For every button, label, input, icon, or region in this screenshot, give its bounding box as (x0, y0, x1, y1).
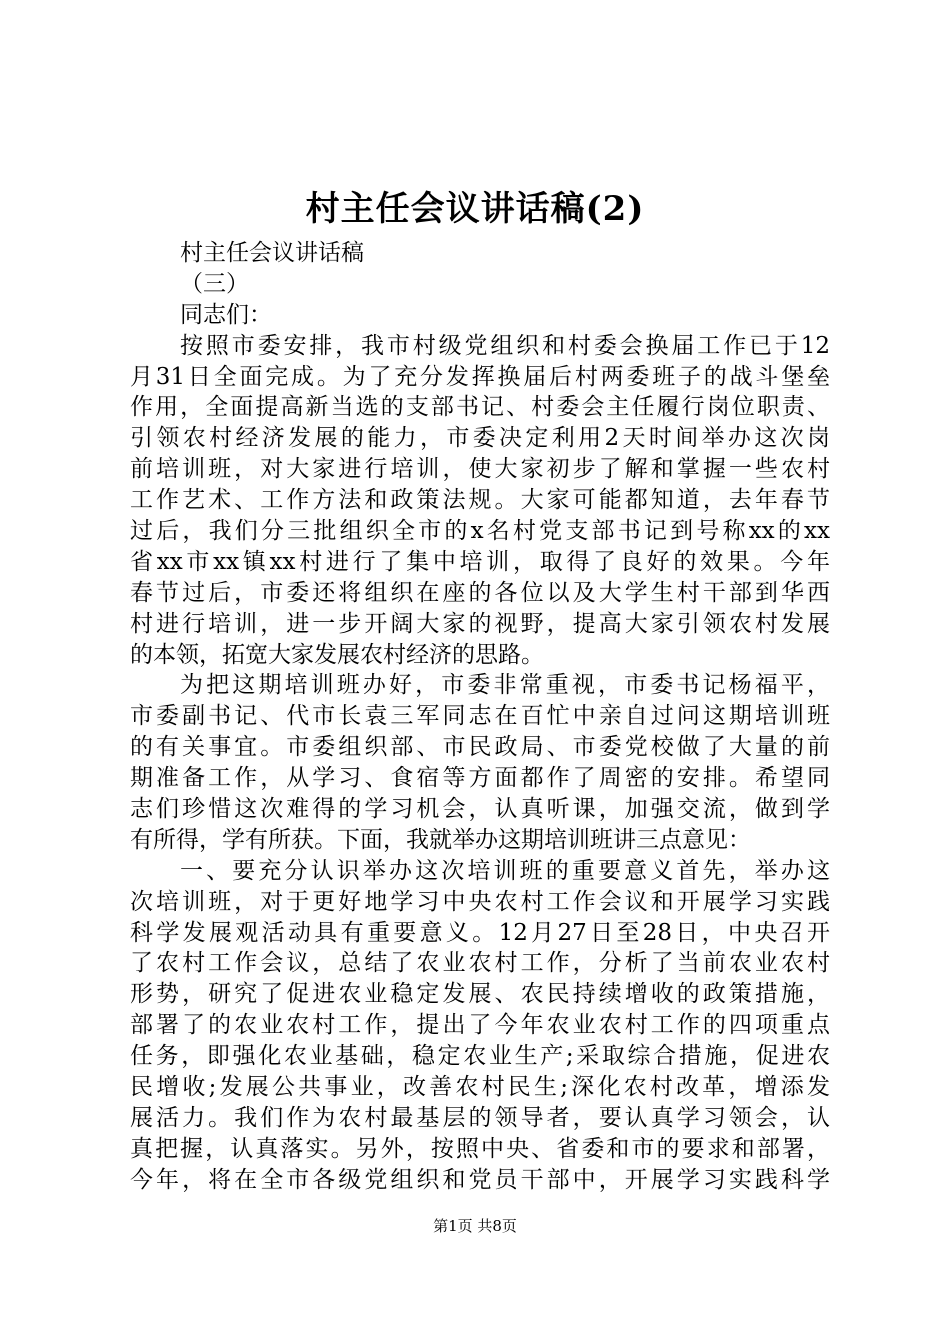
paragraph-line: 今年，将在全市各级党组织和党员干部中，开展学习实践科学 (130, 1166, 830, 1193)
paragraph-line: 任务，即强化农业基础，稳定农业生产;采取综合措施，促进农 (130, 1043, 830, 1070)
page-footer: 第1页 共8页 (433, 1217, 517, 1235)
document-body (130, 238, 830, 1196)
paragraph-line: 部署了的农业农村工作，提出了今年农业农村工作的四项重点 (130, 1012, 830, 1039)
paragraph-line: 形势，研究了促进农业稳定发展、农民持续增收的政策措施， (130, 981, 830, 1008)
paragraph-line: 月31日全面完成。为了充分发挥换届后村两委班子的战斗堡垒 (130, 363, 830, 390)
paragraph-line: 市委副书记、代市长袁三军同志在百忙中亲自过问这期培训班 (130, 703, 830, 730)
paragraph-line: 的本领，拓宽大家发展农村经济的思路。 (130, 641, 544, 668)
paragraph-line: 省xx市xx镇xx村进行了集中培训，取得了良好的效果。今年 (130, 548, 830, 575)
paragraph-line: 春节过后，市委还将组织在座的各位以及大学生村干部到华西 (130, 579, 830, 606)
paragraph-line: 次培训班，对于更好地学习中央农村工作会议和开展学习实践 (130, 888, 830, 915)
paragraph-line: 村进行培训，进一步开阔大家的视野，提高大家引领农村发展 (130, 610, 830, 637)
paragraph-line: 为把这期培训班办好，市委非常重视，市委书记杨福平， (180, 672, 830, 699)
paragraph-line: 前培训班，对大家进行培训，使大家初步了解和掌握一些农村 (130, 456, 830, 483)
paragraph-line: 过后，我们分三批组织全市的x名村党支部书记到号称xx的xx (130, 518, 830, 545)
paragraph-line: 作用，全面提高新当选的支部书记、村委会主任履行岗位职责、 (130, 394, 830, 421)
paragraph-line: 展活力。我们作为农村最基层的领导者，要认真学习领会，认 (130, 1104, 830, 1131)
paragraph-line: 了农村工作会议，总结了农业农村工作，分析了当前农业农村 (130, 950, 830, 977)
paragraph-line: 志们珍惜这次难得的学习机会，认真听课，加强交流，做到学 (130, 796, 830, 823)
paragraph-line: 真把握，认真落实。另外，按照中央、省委和市的要求和部署， (130, 1135, 830, 1162)
paragraph-line: 有所得，学有所获。下面，我就举办这期培训班讲三点意见： (130, 826, 751, 853)
salutation-line: 同志们： (180, 301, 272, 328)
paragraph-line: 一、要充分认识举办这次培训班的重要意义首先，举办这 (180, 857, 830, 884)
paragraph-line: 的有关事宜。市委组织部、市民政局、市委党校做了大量的前 (130, 734, 830, 761)
document-title: 村主任会议讲话稿(2) (305, 189, 645, 229)
paragraph-line: 按照市委安排，我市村级党组织和村委会换届工作已于12 (180, 332, 830, 359)
paragraph-line: 工作艺术、工作方法和政策法规。大家可能都知道，去年春节 (130, 487, 830, 514)
paragraph-line: 民增收;发展公共事业，改善农村民生;深化农村改革，增添发 (130, 1074, 830, 1101)
paragraph-line: 引领农村经济发展的能力，市委决定利用2天时间举办这次岗 (130, 425, 830, 452)
paragraph-line: 期准备工作，从学习、食宿等方面都作了周密的安排。希望同 (130, 765, 830, 792)
subtitle-line: 村主任会议讲话稿 (180, 240, 364, 266)
subtitle-number-line: （三） (180, 270, 249, 297)
paragraph-line: 科学发展观活动具有重要意义。12月27日至28日，中央召开 (130, 919, 830, 946)
